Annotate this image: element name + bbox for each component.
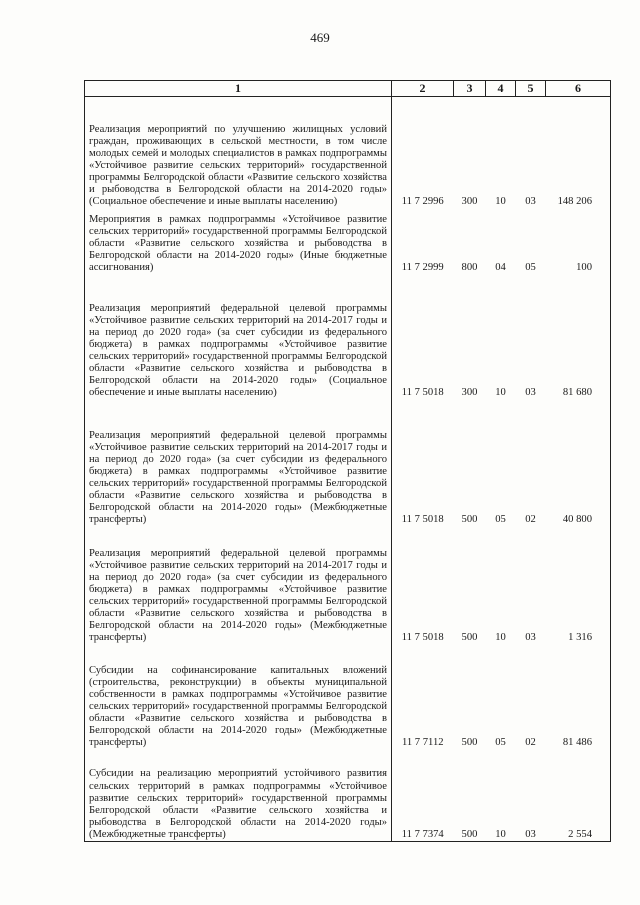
- table-row: [85, 400, 611, 527]
- row-description: Мероприятия в рамках подпрограммы «Устойчивое развитие сельских территорий» государственной программы Белгородской области «Развитие сельского хозяйства и рыбоводства в Белгородской области на 2014-2020 годы» (Иные бюджетные ассигнования): [85, 209, 392, 275]
- row-col-3: 500: [461, 514, 478, 526]
- row-col-4: 10: [495, 196, 506, 208]
- row-amount: 40 800: [546, 400, 611, 527]
- row-amount: 81 486: [546, 645, 611, 750]
- row-col-4: 10: [495, 632, 506, 644]
- table-row: [85, 97, 611, 209]
- budget-table: [84, 80, 611, 842]
- header-row: [85, 81, 611, 97]
- row-col-5: 02: [525, 737, 536, 749]
- row-code: 11 7 2996: [401, 196, 444, 208]
- row-col-4: 05: [495, 514, 506, 526]
- row-col-5: 03: [525, 387, 536, 399]
- row-code: 11 7 5018: [401, 387, 444, 399]
- row-description: Реализация мероприятий федеральной целевой программы «Устойчивое развитие сельских территорий на 2014-2017 годы и на период до 2020 года» (за счет субсидии из федерального бюджета) в рамках подпрограммы «Устойчивое развитие сельских территорий» государственной программы Белгородской области «Развитие сельского хозяйства и рыбоводства в Белгородской области на 2014-2020 годы» (Межбюджетные трансферты): [85, 527, 392, 645]
- row-code: 11 7 7112: [401, 737, 444, 749]
- header-col-5: 5: [516, 81, 546, 97]
- table-row: [85, 750, 611, 842]
- row-col-3: 500: [461, 632, 478, 644]
- row-code: 11 7 5018: [401, 514, 444, 526]
- row-description: Реализация мероприятий по улучшению жилищных условий граждан, проживающих в сельской местности, в том числе молодых семей и молодых специалистов в рамках подпрограммы «Устойчивое развитие сельских территорий» государственной программы Белгородской области «Развитие сельского хозяйства и рыбоводства в Белгородской области на 2014-2020 годы» (Социальное обеспечение и иные выплаты населению): [85, 97, 392, 209]
- table-row: [85, 275, 611, 400]
- row-col-5: 02: [525, 514, 536, 526]
- row-amount: 2 554: [546, 750, 611, 842]
- header-col-3: 3: [454, 81, 486, 97]
- row-description: Реализация мероприятий федеральной целевой программы «Устойчивое развитие сельских территорий на 2014-2017 годы и на период до 2020 года» (за счет субсидии из федерального бюджета) в рамках подпрограммы «Устойчивое развитие сельских территорий» государственной программы Белгородской области «Развитие сельского хозяйства и рыбоводства в Белгородской области на 2014-2020 годы» (Межбюджетные трансферты): [85, 400, 392, 527]
- row-amount: 148 206: [546, 97, 611, 209]
- row-code: 11 7 2999: [401, 262, 444, 274]
- row-col-5: 03: [516, 750, 546, 842]
- table-row: [85, 645, 611, 750]
- row-col-3: 800: [461, 262, 478, 274]
- row-amount: 81 680: [546, 275, 611, 400]
- header-col-4: 4: [486, 81, 516, 97]
- row-col-3: 500: [454, 750, 486, 842]
- row-col-4: 05: [495, 737, 506, 749]
- table-row: [85, 527, 611, 645]
- row-col-4: 10: [495, 387, 506, 399]
- row-description: Субсидии на софинансирование капитальных вложений (строительства, реконструкции) в объекты муниципальной собственности в рамках подпрограммы «Устойчивое развитие сельских территорий» государственной программы Белгородской области «Развитие сельского хозяйства и рыбоводства в Белгородской области на 2014-2020 годы» (Межбюджетные трансферты): [85, 645, 392, 750]
- row-description: Субсидии на реализацию мероприятий устойчивого развития сельских территорий в рамках подпрограммы «Устойчивое развитие сельских территорий» государственной программы Белгородской области «Развитие сельского хозяйства и рыбоводства в Белгородской области на 2014-2020 годы» (Межбюджетные трансферты): [85, 750, 392, 842]
- header-col-6: 6: [546, 81, 611, 97]
- page-number: 469: [310, 30, 330, 45]
- row-col-5: 03: [525, 196, 536, 208]
- table-row: [85, 209, 611, 275]
- row-col-3: 500: [461, 737, 478, 749]
- row-description: Реализация мероприятий федеральной целевой программы «Устойчивое развитие сельских территорий на 2014-2017 годы и на период до 2020 года» (за счет субсидии из федерального бюджета) в рамках подпрограммы «Устойчивое развитие сельских территорий» государственной программы Белгородской области «Развитие сельского хозяйства и рыбоводства в Белгородской области на 2014-2020 годы» (Социальное обеспечение и иные выплаты населению): [85, 275, 392, 400]
- row-code: 11 7 5018: [401, 632, 444, 644]
- row-amount: 100: [546, 209, 611, 275]
- row-code: 11 7 7374: [392, 750, 454, 842]
- row-col-3: 300: [461, 387, 478, 399]
- row-col-5: 05: [525, 262, 536, 274]
- header-col-2: 2: [392, 81, 454, 97]
- row-col-5: 03: [525, 632, 536, 644]
- row-col-3: 300: [461, 196, 478, 208]
- row-col-4: 04: [495, 262, 506, 274]
- row-col-4: 10: [486, 750, 516, 842]
- header-col-1: 1: [85, 81, 392, 97]
- row-amount: 1 316: [546, 527, 611, 645]
